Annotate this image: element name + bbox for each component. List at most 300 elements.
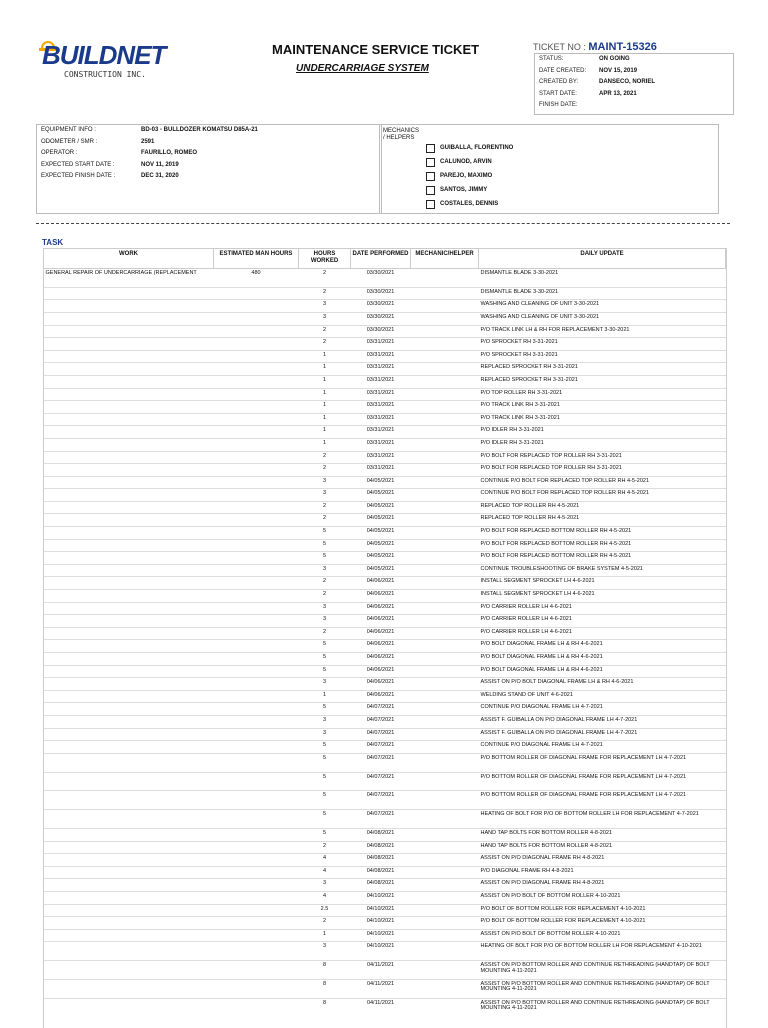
cell-mechanic <box>411 841 479 854</box>
cell-daily-update: P/O IDLER RH 3-31-2021 <box>479 438 726 451</box>
table-row <box>44 590 726 603</box>
company-name: BUILDNET <box>42 40 166 70</box>
start-date-row: START DATE: APR 13, 2021 <box>539 90 637 97</box>
cell-hours-worked: 2 <box>299 338 351 351</box>
cell-daily-update: P/O BOLT FOR REPLACED TOP ROLLER RH 3-31-2021 <box>479 451 726 464</box>
cell-date-performed: 03/31/2021 <box>351 413 411 426</box>
cell-mechanic <box>411 828 479 841</box>
table-row <box>44 489 726 502</box>
table-row <box>44 879 726 892</box>
cell-mechanic <box>411 979 479 998</box>
table-row <box>44 854 726 867</box>
cell-hours-worked: 3 <box>299 564 351 577</box>
cell-mechanic <box>411 891 479 904</box>
cell-date-performed: 04/06/2021 <box>351 690 411 703</box>
cell-work <box>44 350 214 363</box>
cell-hours-worked: 1 <box>299 363 351 376</box>
cell-work <box>44 841 214 854</box>
table-row <box>44 741 726 754</box>
table-row <box>44 375 726 388</box>
cell-daily-update: P/O DIAGONAL FRAME RH 4-8-2021 <box>479 866 726 879</box>
checkbox[interactable] <box>426 144 435 153</box>
cell-hours-worked: 5 <box>299 539 351 552</box>
cell-mechanic <box>411 287 479 300</box>
cell-estimated-hours <box>214 552 299 565</box>
mechanic-item[interactable]: SANTOS, JIMMY <box>426 183 513 197</box>
cell-mechanic <box>411 401 479 414</box>
cell-date-performed: 04/11/2021 <box>351 998 411 1017</box>
cell-hours-worked: 2 <box>299 577 351 590</box>
cell-date-performed: 04/07/2021 <box>351 741 411 754</box>
cell-work <box>44 539 214 552</box>
cell-mechanic <box>411 564 479 577</box>
cell-hours-worked: 5 <box>299 552 351 565</box>
cell-estimated-hours <box>214 300 299 313</box>
table-row <box>44 426 726 439</box>
cell-date-performed: 03/31/2021 <box>351 338 411 351</box>
cell-mechanic <box>411 703 479 716</box>
cell-daily-update: P/O BOTTOM ROLLER OF DIAGONAL FRAME FOR REPLACEMENT LH 4-7-2021 <box>479 753 726 772</box>
table-row <box>44 501 726 514</box>
cell-daily-update: ASSIST ON P/O BOLT DIAGONAL FRAME LH & RH 4-6-2021 <box>479 678 726 691</box>
cell-hours-worked: 1 <box>299 426 351 439</box>
cell-estimated-hours <box>214 791 299 810</box>
cell-work <box>44 866 214 879</box>
cell-daily-update: REPLACED TOP ROLLER RH 4-5-2021 <box>479 501 726 514</box>
table-row <box>44 728 726 741</box>
table-row <box>44 312 726 325</box>
cell-estimated-hours <box>214 741 299 754</box>
table-row <box>44 942 726 961</box>
cell-work <box>44 577 214 590</box>
cell-hours-worked: 5 <box>299 791 351 810</box>
table-row <box>44 401 726 414</box>
cell-daily-update: P/O TRACK LINK RH 3-31-2021 <box>479 401 726 414</box>
table-row <box>44 615 726 628</box>
cell-date-performed: 03/31/2021 <box>351 350 411 363</box>
cell-daily-update: P/O BOLT FOR REPLACED BOTTOM ROLLER RH 4-5-2021 <box>479 539 726 552</box>
table-row <box>44 640 726 653</box>
table-row <box>44 690 726 703</box>
cell-estimated-hours <box>214 728 299 741</box>
cell-daily-update: CONTINUE P/O BOLT FOR REPLACED TOP ROLLER RH 4-5-2021 <box>479 476 726 489</box>
cell-daily-update: HAND TAP BOLTS FOR BOTTOM ROLLER 4-8-2021 <box>479 841 726 854</box>
cell-daily-update: REPLACED SPROCKET RH 3-31-2021 <box>479 375 726 388</box>
cell-mechanic <box>411 438 479 451</box>
cell-hours-worked: 2 <box>299 627 351 640</box>
cell-hours-worked: 2 <box>299 451 351 464</box>
cell-daily-update: CONTINUE P/O DIAGONAL FRAME LH 4-7-2021 <box>479 703 726 716</box>
cell-hours-worked: 1 <box>299 413 351 426</box>
cell-work <box>44 602 214 615</box>
cell-mechanic <box>411 426 479 439</box>
equipment-row: EQUIPMENT INFO : BD-03 - BULLDOZER KOMATSU D85A-21 <box>41 127 258 133</box>
cell-hours-worked: 5 <box>299 640 351 653</box>
cell-mechanic <box>411 728 479 741</box>
mechanics-label: MECHANICS / HELPERS <box>383 128 420 141</box>
cell-date-performed: 04/11/2021 <box>351 961 411 980</box>
cell-daily-update: WELDING STAND OF UNIT 4-6-2021 <box>479 690 726 703</box>
cell-work <box>44 464 214 477</box>
status-row: STATUS: ON GOING <box>539 56 630 62</box>
cell-mechanic <box>411 879 479 892</box>
table-row <box>44 325 726 338</box>
cell-work <box>44 653 214 666</box>
cell-work <box>44 476 214 489</box>
cell-work <box>44 300 214 313</box>
cell-date-performed: 03/30/2021 <box>351 300 411 313</box>
cell-date-performed: 04/06/2021 <box>351 678 411 691</box>
cell-daily-update: P/O TRACK LINK RH 3-31-2021 <box>479 413 726 426</box>
cell-estimated-hours <box>214 287 299 300</box>
table-row <box>44 269 726 288</box>
cell-hours-worked: 4 <box>299 866 351 879</box>
cell-estimated-hours <box>214 929 299 942</box>
cell-daily-update: ASSIST ON P/O BOLT OF BOTTOM ROLLER 4-10-2021 <box>479 929 726 942</box>
cell-mechanic <box>411 451 479 464</box>
cell-daily-update: P/O BOLT FOR REPLACED BOTTOM ROLLER RH 4-5-2021 <box>479 527 726 540</box>
cell-daily-update: HEATING OF BOLT FOR P/O OF BOTTOM ROLLER LH FOR REPLACEMENT 4-10-2021 <box>479 942 726 961</box>
cell-estimated-hours <box>214 476 299 489</box>
cell-estimated-hours <box>214 464 299 477</box>
cell-estimated-hours <box>214 388 299 401</box>
cell-mechanic <box>411 527 479 540</box>
cell-estimated-hours <box>214 828 299 841</box>
table-row <box>44 602 726 615</box>
cell-work: GENERAL REPAIR OF UNDERCARRIAGE (REPLACEMENT <box>44 269 214 288</box>
table-row <box>44 665 726 678</box>
mechanics-box <box>379 124 719 214</box>
cell-daily-update: P/O BOLT FOR REPLACED TOP ROLLER RH 3-31-2021 <box>479 464 726 477</box>
table-row <box>44 451 726 464</box>
col-header-work: WORK <box>44 249 214 269</box>
cell-estimated-hours <box>214 653 299 666</box>
cell-mechanic <box>411 753 479 772</box>
cell-mechanic <box>411 942 479 961</box>
table-row <box>44 388 726 401</box>
cell-estimated-hours <box>214 904 299 917</box>
cell-work <box>44 879 214 892</box>
cell-work <box>44 828 214 841</box>
cell-hours-worked: 3 <box>299 602 351 615</box>
table-row <box>44 287 726 300</box>
cell-date-performed: 03/31/2021 <box>351 451 411 464</box>
created-by-row: CREATED BY: DANSECO, NORIEL <box>539 79 656 86</box>
cell-hours-worked: 5 <box>299 753 351 772</box>
cell-hours-worked: 1 <box>299 690 351 703</box>
cell-daily-update: INSTALL SEGMENT SPROCKET LH 4-6-2021 <box>479 577 726 590</box>
cell-work <box>44 715 214 728</box>
table-row <box>44 678 726 691</box>
cell-hours-worked: 1 <box>299 401 351 414</box>
cell-daily-update: P/O IDLER RH 3-31-2021 <box>479 426 726 439</box>
cell-date-performed: 03/31/2021 <box>351 388 411 401</box>
table-row <box>44 627 726 640</box>
cell-work <box>44 917 214 930</box>
table-row <box>44 300 726 313</box>
cell-hours-worked: 5 <box>299 741 351 754</box>
table-row <box>44 891 726 904</box>
cell-mechanic <box>411 489 479 502</box>
cell-date-performed: 04/07/2021 <box>351 810 411 829</box>
cell-estimated-hours <box>214 375 299 388</box>
ticket-number-label: TICKET NO : <box>533 42 586 52</box>
cell-work <box>44 741 214 754</box>
cell-estimated-hours <box>214 401 299 414</box>
mechanics-list <box>426 141 513 211</box>
cell-daily-update: P/O TRACK LINK LH & RH FOR REPLACEMENT 3-30-2021 <box>479 325 726 338</box>
cell-estimated-hours <box>214 715 299 728</box>
cell-mechanic <box>411 300 479 313</box>
cell-daily-update: ASSIST ON P/O BOLT OF BOTTOM ROLLER 4-10-2021 <box>479 891 726 904</box>
cell-estimated-hours <box>214 350 299 363</box>
cell-hours-worked: 2 <box>299 841 351 854</box>
cell-date-performed: 04/08/2021 <box>351 841 411 854</box>
cell-hours-worked: 8 <box>299 998 351 1017</box>
checkbox[interactable] <box>426 200 435 209</box>
cell-mechanic <box>411 602 479 615</box>
checkbox[interactable] <box>426 172 435 181</box>
cell-hours-worked: 5 <box>299 703 351 716</box>
cell-daily-update: P/O BOLT DIAGONAL FRAME LH & RH 4-6-2021 <box>479 653 726 666</box>
cell-date-performed: 04/05/2021 <box>351 552 411 565</box>
cell-estimated-hours <box>214 627 299 640</box>
cell-date-performed: 03/31/2021 <box>351 375 411 388</box>
cell-daily-update: WASHING AND CLEANING OF UNIT 3-30-2021 <box>479 300 726 313</box>
cell-estimated-hours <box>214 998 299 1017</box>
table-row <box>44 350 726 363</box>
cell-work <box>44 791 214 810</box>
cell-estimated-hours <box>214 891 299 904</box>
table-row <box>44 828 726 841</box>
table-row <box>44 753 726 772</box>
cell-estimated-hours <box>214 979 299 998</box>
table-row <box>44 653 726 666</box>
cell-estimated-hours <box>214 590 299 603</box>
task-table <box>43 248 726 1017</box>
cell-hours-worked: 3 <box>299 312 351 325</box>
cell-hours-worked: 1 <box>299 388 351 401</box>
cell-hours-worked: 8 <box>299 979 351 998</box>
cell-date-performed: 03/31/2021 <box>351 438 411 451</box>
cell-date-performed: 04/07/2021 <box>351 772 411 791</box>
cell-date-performed: 04/05/2021 <box>351 501 411 514</box>
cell-hours-worked: 2 <box>299 464 351 477</box>
checkbox[interactable] <box>426 158 435 167</box>
cell-hours-worked: 5 <box>299 828 351 841</box>
cell-date-performed: 04/06/2021 <box>351 577 411 590</box>
cell-hours-worked: 5 <box>299 527 351 540</box>
cell-estimated-hours <box>214 961 299 980</box>
table-row <box>44 791 726 810</box>
cell-estimated-hours <box>214 690 299 703</box>
cell-work <box>44 627 214 640</box>
cell-daily-update: WASHING AND CLEANING OF UNIT 3-30-2021 <box>479 312 726 325</box>
cell-work <box>44 338 214 351</box>
cell-work <box>44 401 214 414</box>
cell-work <box>44 388 214 401</box>
cell-date-performed: 04/05/2021 <box>351 476 411 489</box>
cell-work <box>44 501 214 514</box>
cell-estimated-hours <box>214 338 299 351</box>
ticket-number <box>533 41 657 53</box>
page-subtitle: UNDERCARRIAGE SYSTEM <box>296 63 429 74</box>
cell-daily-update: ASSIST ON P/O DIAGONAL FRAME RH 4-8-2021 <box>479 879 726 892</box>
cell-mechanic <box>411 791 479 810</box>
operator-row: OPERATOR : FAURILLO, ROMEO <box>41 150 197 156</box>
cell-date-performed: 04/05/2021 <box>351 514 411 527</box>
status-box <box>534 53 734 115</box>
cell-date-performed: 04/08/2021 <box>351 854 411 867</box>
cell-mechanic <box>411 338 479 351</box>
cell-mechanic <box>411 539 479 552</box>
cell-work <box>44 325 214 338</box>
cell-estimated-hours <box>214 854 299 867</box>
cell-mechanic <box>411 627 479 640</box>
table-row <box>44 338 726 351</box>
cell-daily-update: ASSIST F. GUIBALLA ON P/O DIAGONAL FRAME LH 4-7-2021 <box>479 728 726 741</box>
cell-work <box>44 514 214 527</box>
cell-estimated-hours <box>214 678 299 691</box>
cell-work <box>44 527 214 540</box>
cell-date-performed: 04/10/2021 <box>351 891 411 904</box>
cell-estimated-hours <box>214 866 299 879</box>
col-header-daily-update: DAILY UPDATE <box>479 249 726 269</box>
section-divider <box>36 223 730 224</box>
cell-daily-update: HAND TAP BOLTS FOR BOTTOM ROLLER 4-8-2021 <box>479 828 726 841</box>
cell-date-performed: 04/05/2021 <box>351 539 411 552</box>
cell-hours-worked: 5 <box>299 665 351 678</box>
cell-mechanic <box>411 917 479 930</box>
table-row <box>44 703 726 716</box>
cell-estimated-hours <box>214 753 299 772</box>
page-title: MAINTENANCE SERVICE TICKET <box>272 42 480 57</box>
cell-mechanic <box>411 715 479 728</box>
cell-work <box>44 678 214 691</box>
table-row <box>44 929 726 942</box>
cell-mechanic <box>411 590 479 603</box>
table-row <box>44 552 726 565</box>
table-row <box>44 998 726 1017</box>
cell-mechanic <box>411 325 479 338</box>
cell-date-performed: 04/10/2021 <box>351 904 411 917</box>
cell-estimated-hours <box>214 841 299 854</box>
table-row <box>44 577 726 590</box>
cell-hours-worked: 4 <box>299 891 351 904</box>
cell-estimated-hours <box>214 577 299 590</box>
cell-daily-update: P/O CARRIER ROLLER LH 4-6-2021 <box>479 627 726 640</box>
cell-hours-worked: 1 <box>299 929 351 942</box>
cell-estimated-hours <box>214 514 299 527</box>
odometer-row: ODOMETER / SMR : 2591 <box>41 138 155 145</box>
mechanic-item[interactable]: PAREJO, MAXIMO <box>426 169 513 183</box>
cell-work <box>44 451 214 464</box>
cell-date-performed: 04/06/2021 <box>351 615 411 628</box>
cell-work <box>44 363 214 376</box>
cell-estimated-hours <box>214 810 299 829</box>
table-row <box>44 514 726 527</box>
cell-work <box>44 564 214 577</box>
cell-date-performed: 04/07/2021 <box>351 791 411 810</box>
cell-mechanic <box>411 998 479 1017</box>
cell-estimated-hours <box>214 489 299 502</box>
cell-work <box>44 489 214 502</box>
cell-daily-update: CONTINUE TROUBLESHOOTING OF BRAKE SYSTEM 4-5-2021 <box>479 564 726 577</box>
cell-date-performed: 04/05/2021 <box>351 564 411 577</box>
cell-mechanic <box>411 464 479 477</box>
cell-hours-worked: 2 <box>299 590 351 603</box>
table-row <box>44 438 726 451</box>
cell-date-performed: 04/08/2021 <box>351 879 411 892</box>
cell-work <box>44 665 214 678</box>
cell-daily-update: P/O CARRIER ROLLER LH 4-6-2021 <box>479 602 726 615</box>
cell-estimated-hours <box>214 539 299 552</box>
mechanic-item[interactable]: GUIBALLA, FLORENTINO <box>426 141 513 155</box>
cell-work <box>44 426 214 439</box>
cell-daily-update: DISMANTLE BLADE 3-30-2021 <box>479 287 726 300</box>
cell-estimated-hours <box>214 501 299 514</box>
cell-work <box>44 979 214 998</box>
cell-mechanic <box>411 772 479 791</box>
cell-mechanic <box>411 640 479 653</box>
cell-work <box>44 961 214 980</box>
cell-date-performed: 04/06/2021 <box>351 665 411 678</box>
cell-estimated-hours <box>214 413 299 426</box>
cell-hours-worked: 3 <box>299 615 351 628</box>
cell-hours-worked: 3 <box>299 879 351 892</box>
cell-work <box>44 703 214 716</box>
table-row <box>44 539 726 552</box>
cell-mechanic <box>411 961 479 980</box>
cell-daily-update: P/O BOLT FOR REPLACED BOTTOM ROLLER RH 4-5-2021 <box>479 552 726 565</box>
cell-work <box>44 690 214 703</box>
cell-estimated-hours <box>214 879 299 892</box>
cell-daily-update: P/O CARRIER ROLLER LH 4-6-2021 <box>479 615 726 628</box>
cell-work <box>44 375 214 388</box>
cell-work <box>44 615 214 628</box>
mechanic-item[interactable]: CALUNOD, ARVIN <box>426 155 513 169</box>
cell-estimated-hours <box>214 451 299 464</box>
cell-date-performed: 04/06/2021 <box>351 627 411 640</box>
table-row <box>44 564 726 577</box>
cell-date-performed: 03/31/2021 <box>351 464 411 477</box>
cell-mechanic <box>411 653 479 666</box>
cell-mechanic <box>411 741 479 754</box>
mechanic-item[interactable]: COSTALES, DENNIS <box>426 197 513 211</box>
table-row <box>44 363 726 376</box>
cell-daily-update: ASSIST ON P/O BOTTOM ROLLER AND CONTINUE RETHREADING (HANDTAP) OF BOLT MOUNTING 4-11-2021 <box>479 979 726 998</box>
cell-daily-update: ASSIST F. GUIBALLA ON P/O DIAGONAL FRAME LH 4-7-2021 <box>479 715 726 728</box>
cell-mechanic <box>411 413 479 426</box>
cell-estimated-hours <box>214 615 299 628</box>
cell-date-performed: 04/10/2021 <box>351 942 411 961</box>
cell-work <box>44 590 214 603</box>
cell-date-performed: 03/31/2021 <box>351 363 411 376</box>
cell-date-performed: 04/07/2021 <box>351 728 411 741</box>
checkbox[interactable] <box>426 186 435 195</box>
cell-daily-update: DISMANTLE BLADE 3-30-2021 <box>479 269 726 288</box>
cell-date-performed: 04/11/2021 <box>351 979 411 998</box>
cell-estimated-hours <box>214 438 299 451</box>
cell-hours-worked: 3 <box>299 715 351 728</box>
cell-date-performed: 04/10/2021 <box>351 917 411 930</box>
cell-daily-update: P/O BOTTOM ROLLER OF DIAGONAL FRAME FOR REPLACEMENT LH 4-7-2021 <box>479 791 726 810</box>
cell-work <box>44 287 214 300</box>
table-row <box>44 810 726 829</box>
cell-hours-worked: 1 <box>299 350 351 363</box>
cell-daily-update: P/O SPROCKET RH 3-31-2021 <box>479 350 726 363</box>
cell-daily-update: ASSIST ON P/O DIAGONAL FRAME RH 4-8-2021 <box>479 854 726 867</box>
